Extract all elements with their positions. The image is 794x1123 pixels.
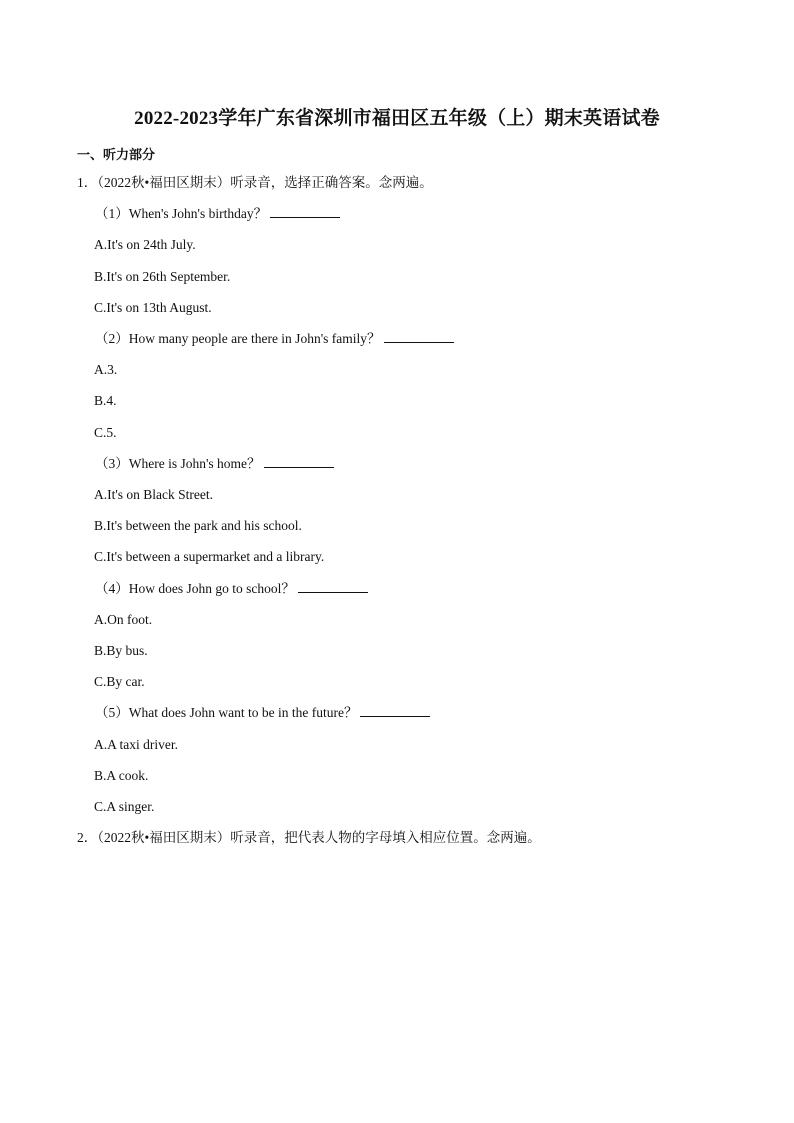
answer-blank[interactable] bbox=[270, 205, 340, 218]
option-1b: B.It's on 26th September. bbox=[94, 269, 231, 284]
sub-question-3-text: （3）Where is John's home？ bbox=[95, 456, 261, 471]
answer-blank[interactable] bbox=[298, 580, 368, 593]
option-1c: C.It's on 13th August. bbox=[94, 300, 212, 315]
question-2-label: 2．（2022秋•福田区期末）听录音，把代表人物的字母填入相应位置。念两遍。 bbox=[77, 830, 541, 845]
option-5a: A.A taxi driver. bbox=[94, 737, 178, 752]
sub-question-2 bbox=[95, 330, 454, 348]
option-1a: A.It's on 24th July. bbox=[94, 237, 196, 252]
exam-title: 2022-2023学年广东省深圳市福田区五年级（上）期末英语试卷 bbox=[134, 108, 660, 129]
sub-question-4 bbox=[95, 580, 368, 598]
answer-blank[interactable] bbox=[384, 330, 454, 343]
option-3b: B.It's between the park and his school. bbox=[94, 518, 302, 533]
option-3a: A.It's on Black Street. bbox=[94, 487, 214, 502]
question-1-label: 1．（2022秋•福田区期末）听录音，选择正确答案。念两遍。 bbox=[77, 175, 433, 190]
option-3c: C.It's between a supermarket and a library. bbox=[94, 549, 325, 564]
option-4c: C.By car. bbox=[94, 674, 145, 689]
option-5c: C.A singer. bbox=[94, 799, 155, 814]
sub-question-3 bbox=[95, 455, 334, 473]
option-4b: B.By bus. bbox=[94, 643, 148, 658]
section-heading-listening: 一、听力部分 bbox=[77, 147, 156, 162]
option-2a: A.3. bbox=[94, 362, 118, 377]
sub-question-1 bbox=[95, 205, 340, 223]
option-2b: B.4. bbox=[94, 393, 117, 408]
sub-question-1-text: （1）When's John's birthday？ bbox=[95, 206, 268, 221]
option-5b: B.A cook. bbox=[94, 768, 149, 783]
sub-question-5-text: （5）What does John want to be in the future？ bbox=[95, 705, 358, 720]
answer-blank[interactable] bbox=[264, 455, 334, 468]
option-2c: C.5. bbox=[94, 425, 117, 440]
answer-blank[interactable] bbox=[360, 704, 430, 717]
sub-question-2-text: （2）How many people are there in John's family？ bbox=[95, 331, 381, 346]
sub-question-5 bbox=[95, 704, 430, 722]
option-4a: A.On foot. bbox=[94, 612, 153, 627]
sub-question-4-text: （4）How does John go to school？ bbox=[95, 581, 295, 596]
